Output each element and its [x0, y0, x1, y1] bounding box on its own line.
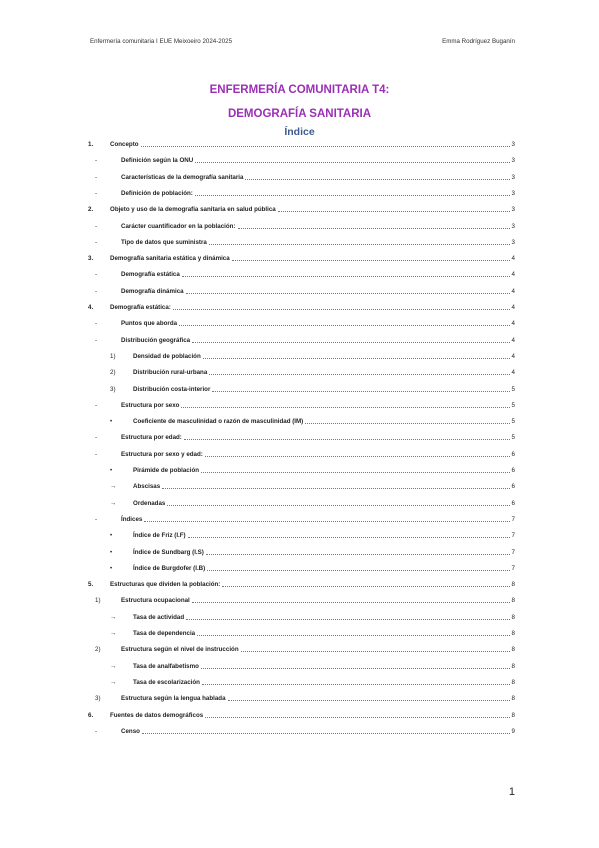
- toc-entry[interactable]: [0, 398, 599, 410]
- toc-entry-page: 4: [511, 336, 515, 344]
- toc-entry-marker: -: [95, 434, 98, 442]
- toc-entry[interactable]: [0, 251, 599, 263]
- toc-entry-page: 4: [511, 352, 515, 360]
- toc-entry-title: Estructura según la lengua hablada: [121, 695, 226, 703]
- toc-entry-page: 5: [511, 401, 515, 409]
- toc-entry-page: 8: [511, 581, 515, 589]
- toc-entry-leader: [278, 211, 510, 212]
- toc-entry-leader: [222, 586, 510, 587]
- toc-entry-title: Distribución costa-interior: [133, 385, 211, 393]
- toc-entry[interactable]: [0, 577, 599, 589]
- toc-entry-leader: [181, 407, 510, 408]
- toc-entry-page: 6: [511, 467, 515, 474]
- toc-entry-marker: 3): [95, 695, 101, 703]
- toc-entry-title: Definición según la ONU: [121, 157, 194, 165]
- toc-entry-page: 8: [511, 613, 515, 621]
- toc-entry-marker: •: [110, 564, 113, 572]
- toc-entry-marker: -: [95, 222, 98, 230]
- toc-entry-leader: [209, 374, 510, 375]
- toc-entry[interactable]: [0, 691, 599, 703]
- toc-entry-marker: -: [95, 238, 98, 246]
- toc-entry-page: 3: [511, 141, 515, 148]
- toc-entry-page: 5: [511, 418, 515, 426]
- toc-entry-marker: 2.: [88, 206, 94, 214]
- toc-entry-marker: 1): [95, 597, 101, 605]
- toc-entry-title: Ordenadas: [133, 499, 166, 507]
- toc-entry-leader: [162, 488, 510, 489]
- toc-entry-marker: →: [110, 662, 117, 670]
- toc-entry-page: 8: [511, 646, 515, 654]
- toc-entry-leader: [184, 439, 510, 440]
- toc-entry[interactable]: [0, 300, 599, 312]
- toc-entry-marker: •: [110, 548, 113, 556]
- toc-entry-leader: [197, 635, 510, 636]
- toc-entry-title: Puntos que aborda: [121, 320, 178, 328]
- toc-entry-marker: 3.: [88, 255, 94, 263]
- toc-entry-page: 6: [511, 499, 515, 507]
- toc-entry-marker: 5.: [88, 581, 94, 589]
- toc-entry[interactable]: [0, 349, 599, 361]
- toc-entry-leader: [186, 619, 510, 620]
- toc-entry[interactable]: [0, 382, 599, 394]
- toc-entry-leader: [182, 276, 510, 277]
- toc-entry-title: Demografía estática:: [110, 304, 171, 311]
- toc-entry[interactable]: [0, 202, 599, 214]
- toc-entry-page: 7: [511, 564, 515, 572]
- toc-entry-leader: [241, 651, 510, 652]
- toc-entry-marker: 1): [110, 352, 116, 360]
- toc-entry-title: Estructura según el nivel de instrucción: [121, 646, 239, 654]
- toc-entry-title: Índice de Burgdofer (I.B): [133, 564, 206, 572]
- toc-entry-leader: [207, 570, 510, 571]
- toc-entry-title: Abscisas: [133, 483, 161, 491]
- toc-entry-leader: [206, 554, 510, 555]
- toc-entry[interactable]: [0, 447, 599, 459]
- toc-entry-title: Distribución geográfica: [121, 336, 191, 344]
- toc-entry-title: Fuentes de datos demográficos: [110, 711, 204, 719]
- toc-entry-leader: [203, 358, 510, 359]
- toc-entry-leader: [179, 325, 510, 326]
- toc-entry-leader: [192, 342, 510, 343]
- toc-entry-title: Demografía dinámica: [121, 287, 184, 295]
- toc-entry-page: 5: [511, 385, 515, 393]
- toc-entry-title: Tasa de actividad: [133, 613, 185, 621]
- toc-entry-marker: 2): [110, 369, 116, 377]
- toc-entry-page: 8: [511, 695, 515, 703]
- toc-entry-page: 8: [511, 678, 515, 686]
- toc-entry-leader: [186, 293, 510, 294]
- document-title: ENFERMERÍA COMUNITARIA T4:: [209, 84, 390, 96]
- toc-entry-title: Censo: [121, 727, 140, 735]
- toc-entry-title: Definición de población:: [121, 189, 193, 197]
- toc-entry[interactable]: [0, 284, 599, 296]
- toc-entry-leader: [245, 179, 510, 180]
- toc-entry-page: 9: [511, 727, 515, 735]
- toc-entry-leader: [205, 456, 510, 457]
- toc-entry-leader: [212, 391, 510, 392]
- toc-entry-leader: [305, 423, 510, 424]
- toc-entry[interactable]: [0, 414, 599, 426]
- toc-entry[interactable]: [0, 561, 599, 573]
- toc-entry[interactable]: [0, 593, 599, 605]
- toc-entry-marker: 2): [95, 646, 101, 654]
- toc-entry-marker: -: [95, 727, 98, 735]
- document-subtitle: DEMOGRAFÍA SANITARIA: [227, 108, 372, 120]
- toc-entry-page: 5: [511, 434, 515, 442]
- toc-heading: Índice: [284, 126, 315, 138]
- toc-entry-marker: -: [95, 336, 98, 344]
- toc-entry[interactable]: [0, 186, 599, 198]
- toc-entry[interactable]: [0, 170, 599, 182]
- toc-entry-title: Tipo de datos que suministra: [121, 238, 207, 246]
- toc-entry-page: 3: [511, 173, 515, 181]
- toc-entry-page: 7: [511, 515, 515, 523]
- toc-entry-title: Carácter cuantificador en la población:: [121, 222, 236, 230]
- toc-entry[interactable]: [0, 463, 599, 475]
- toc-entry[interactable]: [0, 512, 599, 524]
- running-header-left: Enfermería comunitaria I EUE Meixoeiro 2024-2025: [90, 38, 233, 45]
- toc-entry-marker: →: [110, 678, 117, 686]
- toc-entry-marker: 1.: [88, 141, 94, 148]
- toc-entry-leader: [209, 244, 510, 245]
- toc-entry-leader: [205, 717, 510, 718]
- toc-entry-page: 3: [511, 157, 515, 165]
- toc-entry-title: Estructura por sexo: [121, 401, 180, 409]
- toc-entry-marker: -: [95, 157, 98, 165]
- toc-entry-leader: [192, 602, 510, 603]
- toc-entry-marker: -: [95, 173, 98, 181]
- toc-entry-page: 3: [511, 189, 515, 197]
- toc-entry-marker: -: [95, 515, 98, 523]
- toc-entry[interactable]: [0, 333, 599, 345]
- toc-entry-leader: [141, 146, 510, 147]
- toc-entry[interactable]: [0, 528, 599, 540]
- toc-entry-marker: -: [95, 271, 98, 279]
- toc-entry-leader: [228, 700, 510, 701]
- toc-entry-page: 3: [511, 206, 515, 214]
- toc-entry-leader: [188, 537, 510, 538]
- toc-entry-marker: 4.: [88, 304, 94, 311]
- toc-entry-marker: →: [110, 483, 117, 491]
- toc-entry-title: Demografía sanitaria estática y dinámica: [110, 255, 230, 263]
- toc-entry-title: Índice de Sundbarg (I.S): [133, 548, 204, 556]
- toc-entry-leader: [195, 162, 510, 163]
- toc-entry-leader: [142, 733, 510, 734]
- toc-entry[interactable]: [0, 153, 599, 165]
- toc-entry-title: Pirámide de población: [133, 467, 200, 474]
- toc-entry-page: 8: [511, 630, 515, 637]
- toc-entry-title: Tasa de analfabetismo: [133, 662, 199, 670]
- toc-entry-page: 6: [511, 483, 515, 491]
- toc-entry-marker: •: [110, 467, 113, 474]
- toc-entry[interactable]: [0, 235, 599, 247]
- toc-entry[interactable]: [0, 219, 599, 231]
- toc-entry-title: Tasa de dependencia: [133, 630, 196, 637]
- toc-entry[interactable]: [0, 430, 599, 442]
- toc-entry-page: 6: [511, 450, 515, 458]
- toc-entry-marker: -: [95, 401, 98, 409]
- toc-entry-leader: [201, 668, 510, 669]
- toc-entry-title: Distribución rural-urbana: [133, 369, 208, 377]
- toc-entry[interactable]: [0, 659, 599, 671]
- toc-entry-title: Estructura por edad:: [121, 434, 182, 442]
- toc-entry-page: 4: [511, 255, 515, 263]
- toc-entry-leader: [201, 472, 510, 473]
- toc-entry-title: Características de la demografía sanitaria: [121, 173, 244, 181]
- toc-entry[interactable]: [0, 610, 599, 622]
- toc-entry[interactable]: [0, 267, 599, 279]
- toc-entry[interactable]: [0, 545, 599, 557]
- toc-entry-title: Densidad de población: [133, 352, 201, 360]
- toc-entry-title: Estructura por sexo y edad:: [121, 450, 203, 458]
- toc-entry-page: 4: [511, 287, 515, 295]
- toc-entry-leader: [202, 684, 510, 685]
- toc-entry-leader: [232, 260, 510, 261]
- toc-entry-page: 8: [511, 597, 515, 605]
- toc-entry-title: Estructura ocupacional: [121, 597, 190, 605]
- toc-entry-page: 7: [511, 548, 515, 556]
- toc-entry-page: 8: [511, 711, 515, 719]
- toc-entry-marker: •: [110, 532, 113, 540]
- toc-entry-marker: 6.: [88, 711, 94, 719]
- toc-entry[interactable]: [0, 724, 599, 736]
- toc-entry[interactable]: [0, 675, 599, 687]
- toc-entry-marker: •: [110, 418, 113, 426]
- toc-entry-marker: →: [110, 499, 117, 507]
- toc-entry[interactable]: [0, 708, 599, 720]
- toc-entry-page: 7: [511, 532, 515, 540]
- toc-entry-title: Estructuras que dividen la población:: [110, 581, 221, 589]
- toc-entry-title: Concepto: [110, 141, 139, 148]
- toc-entry-page: 8: [511, 662, 515, 670]
- toc-entry-title: Demografía estática: [121, 271, 180, 279]
- toc-entry[interactable]: [0, 137, 599, 149]
- toc-entry-marker: 3): [110, 385, 116, 393]
- toc-entry[interactable]: [0, 365, 599, 377]
- toc-entry-marker: -: [95, 450, 98, 458]
- toc-entry-marker: -: [95, 320, 98, 328]
- toc-entry[interactable]: [0, 316, 599, 328]
- toc-entry-page: 3: [511, 238, 515, 246]
- toc-entry-title: Coeficiente de masculinidad o razón de masculinidad (IM): [133, 418, 304, 426]
- toc-entry-marker: -: [95, 287, 98, 295]
- toc-entry-marker: →: [110, 630, 117, 637]
- toc-entry[interactable]: [0, 496, 599, 508]
- toc-entry-page: 4: [511, 304, 515, 311]
- toc-entry-marker: →: [110, 613, 117, 621]
- toc-entry-page: 4: [511, 320, 515, 328]
- toc-entry-title: Índice de Friz (I.F): [133, 532, 186, 540]
- toc-entry-leader: [173, 309, 510, 310]
- toc-entry-page: 4: [511, 271, 515, 279]
- toc-entry-leader: [238, 228, 510, 229]
- toc-entry-marker: -: [95, 189, 98, 197]
- toc-entry[interactable]: [0, 479, 599, 491]
- toc-entry-title: Objeto y uso de la demografía sanitaria en salud pública: [110, 206, 276, 214]
- toc-entry-page: 3: [511, 222, 515, 230]
- page-number: 1: [508, 786, 515, 798]
- toc-entry-page: 4: [511, 369, 515, 377]
- toc-entry-leader: [144, 521, 510, 522]
- toc-entry-title: Tasa de escolarización: [133, 678, 200, 686]
- toc-entry-leader: [167, 505, 510, 506]
- toc-entry[interactable]: [0, 642, 599, 654]
- toc-entry[interactable]: [0, 626, 599, 638]
- toc-entry-title: Índices: [121, 515, 143, 523]
- running-header-right: Emma Rodríguez Buganín: [442, 38, 515, 45]
- toc-entry-leader: [195, 195, 510, 196]
